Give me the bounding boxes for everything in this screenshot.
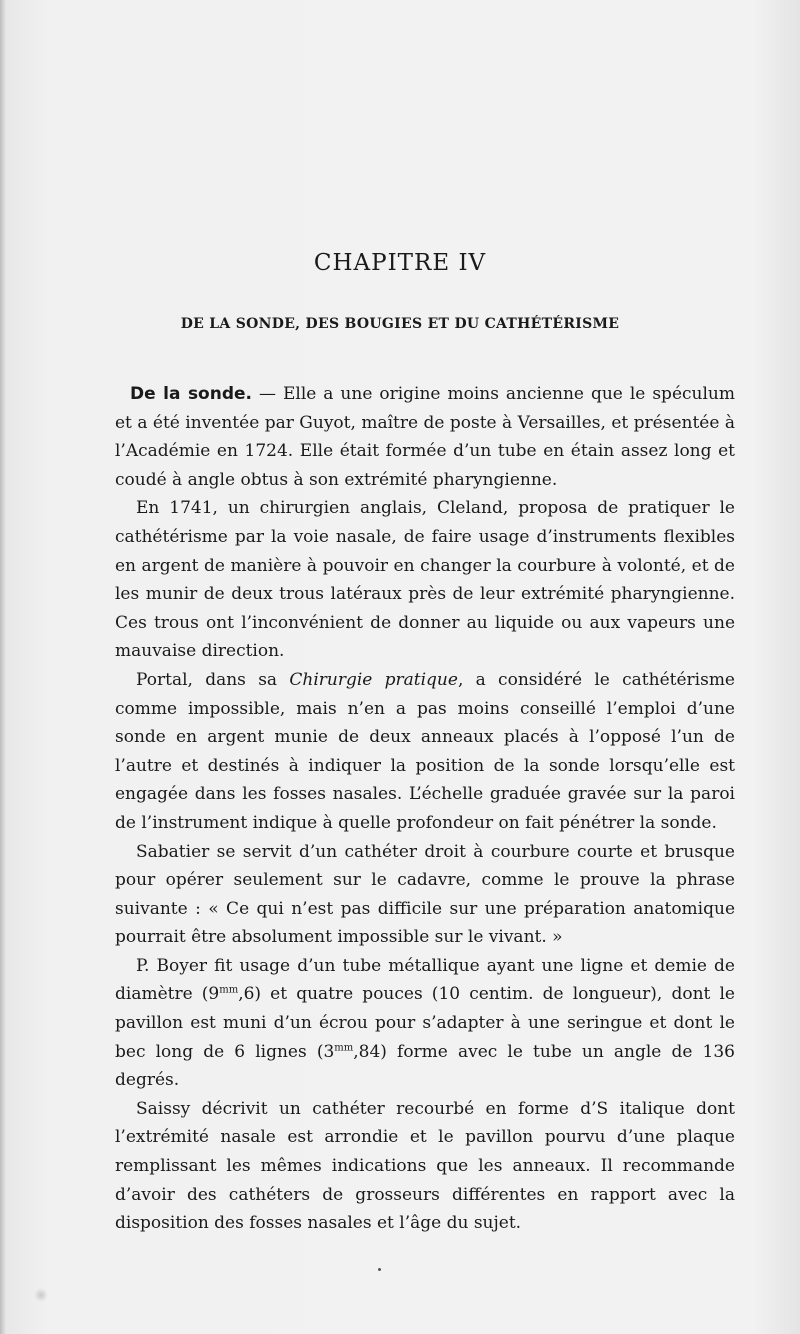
- paragraph-text: ,84) forme avec le tube un angle de 136 degrés.: [115, 1041, 735, 1091]
- page-speck: [378, 1268, 381, 1271]
- page-smudge: [34, 1288, 48, 1302]
- unit-superscript: mm: [334, 1042, 354, 1053]
- paragraph-portal: [115, 666, 735, 838]
- paragraph-text: ,6) et quatre pouces (10 centim. de longueur), dont le pavillon est muni d’un écrou pour s’adapter à une seringue et dont le bec long de 6 lignes (3: [115, 984, 735, 1062]
- body-text: [115, 380, 735, 1238]
- page-binding-edge: [0, 0, 6, 1334]
- paragraph-text: — Elle a une origine moins ancienne que le spéculum et a été inventée par Guyot, maître de poste à Versailles, et présentée à l’Académie en 1724. Elle était formée d’un tube en étain assez long et coudé à angle obtus à son extrémité pharyngienne.: [115, 384, 735, 490]
- paragraph-text: Portal, dans sa: [136, 669, 290, 690]
- paragraph-cleland: En 1741, un chirurgien anglais, Cleland, proposa de pratiquer le cathétérisme par la voie nasale, de faire usage d’instruments flexibles en argent de manière à pouvoir en changer la courbure à volonté, et de les munir de deux trous latéraux près de leur extrémité pharyngienne. Ces trous ont l’inconvénient de donner au liquide ou aux vapeurs une mauvaise direction.: [115, 498, 735, 662]
- chapter-subtitle: DE LA SONDE, DES BOUGIES ET DU CATHÉTÉRISME: [180, 316, 620, 332]
- book-title-italic: Chirurgie pratique: [289, 669, 458, 690]
- unit-superscript: mm: [219, 984, 239, 996]
- paragraph-text: P. Boyer fit usage d’un tube métallique ayant une ligne et demie de diamètre (9: [115, 955, 735, 1005]
- paragraph-boyer: [115, 952, 735, 1095]
- paragraph-sabatier: Sabatier se servit d’un cathéter droit à courbure courte et brusque pour opérer seulement sur le cadavre, comme le prouve la phrase suivante : « Ce qui n’est pas difficile sur une préparation anatomique pourrait être absolument impossible sur le vivant. »: [115, 841, 735, 948]
- section-lead-heading: De la sonde.: [130, 384, 252, 404]
- paragraph-text: , a considéré le cathétérisme comme impossible, mais n’en a pas moins conseillé l’emploi d’une sonde en argent munie de deux anneaux placés à l’opposé l’un de l’autre et destinés à indiquer la position de la sonde lorsqu’elle est engagée dans les fosses nasales. L’échelle graduée gravée sur la paroi de l’instrument indique à quelle profondeur on fait pénétrer la sonde.: [115, 669, 735, 833]
- paragraph-saissy: Saissy décrivit un cathéter recourbé en forme d’S italique dont l’extrémité nasale est arrondie et le pavillon pourvu d’une plaque remplissant les mêmes indications que les anneaux. Il recommande d’avoir des cathéters de grosseurs différentes en rapport avec la disposition des fosses nasales et l’âge du sujet.: [115, 1098, 735, 1234]
- paragraph-de-la-sonde: [115, 380, 735, 494]
- chapter-title: CHAPITRE IV: [313, 250, 487, 276]
